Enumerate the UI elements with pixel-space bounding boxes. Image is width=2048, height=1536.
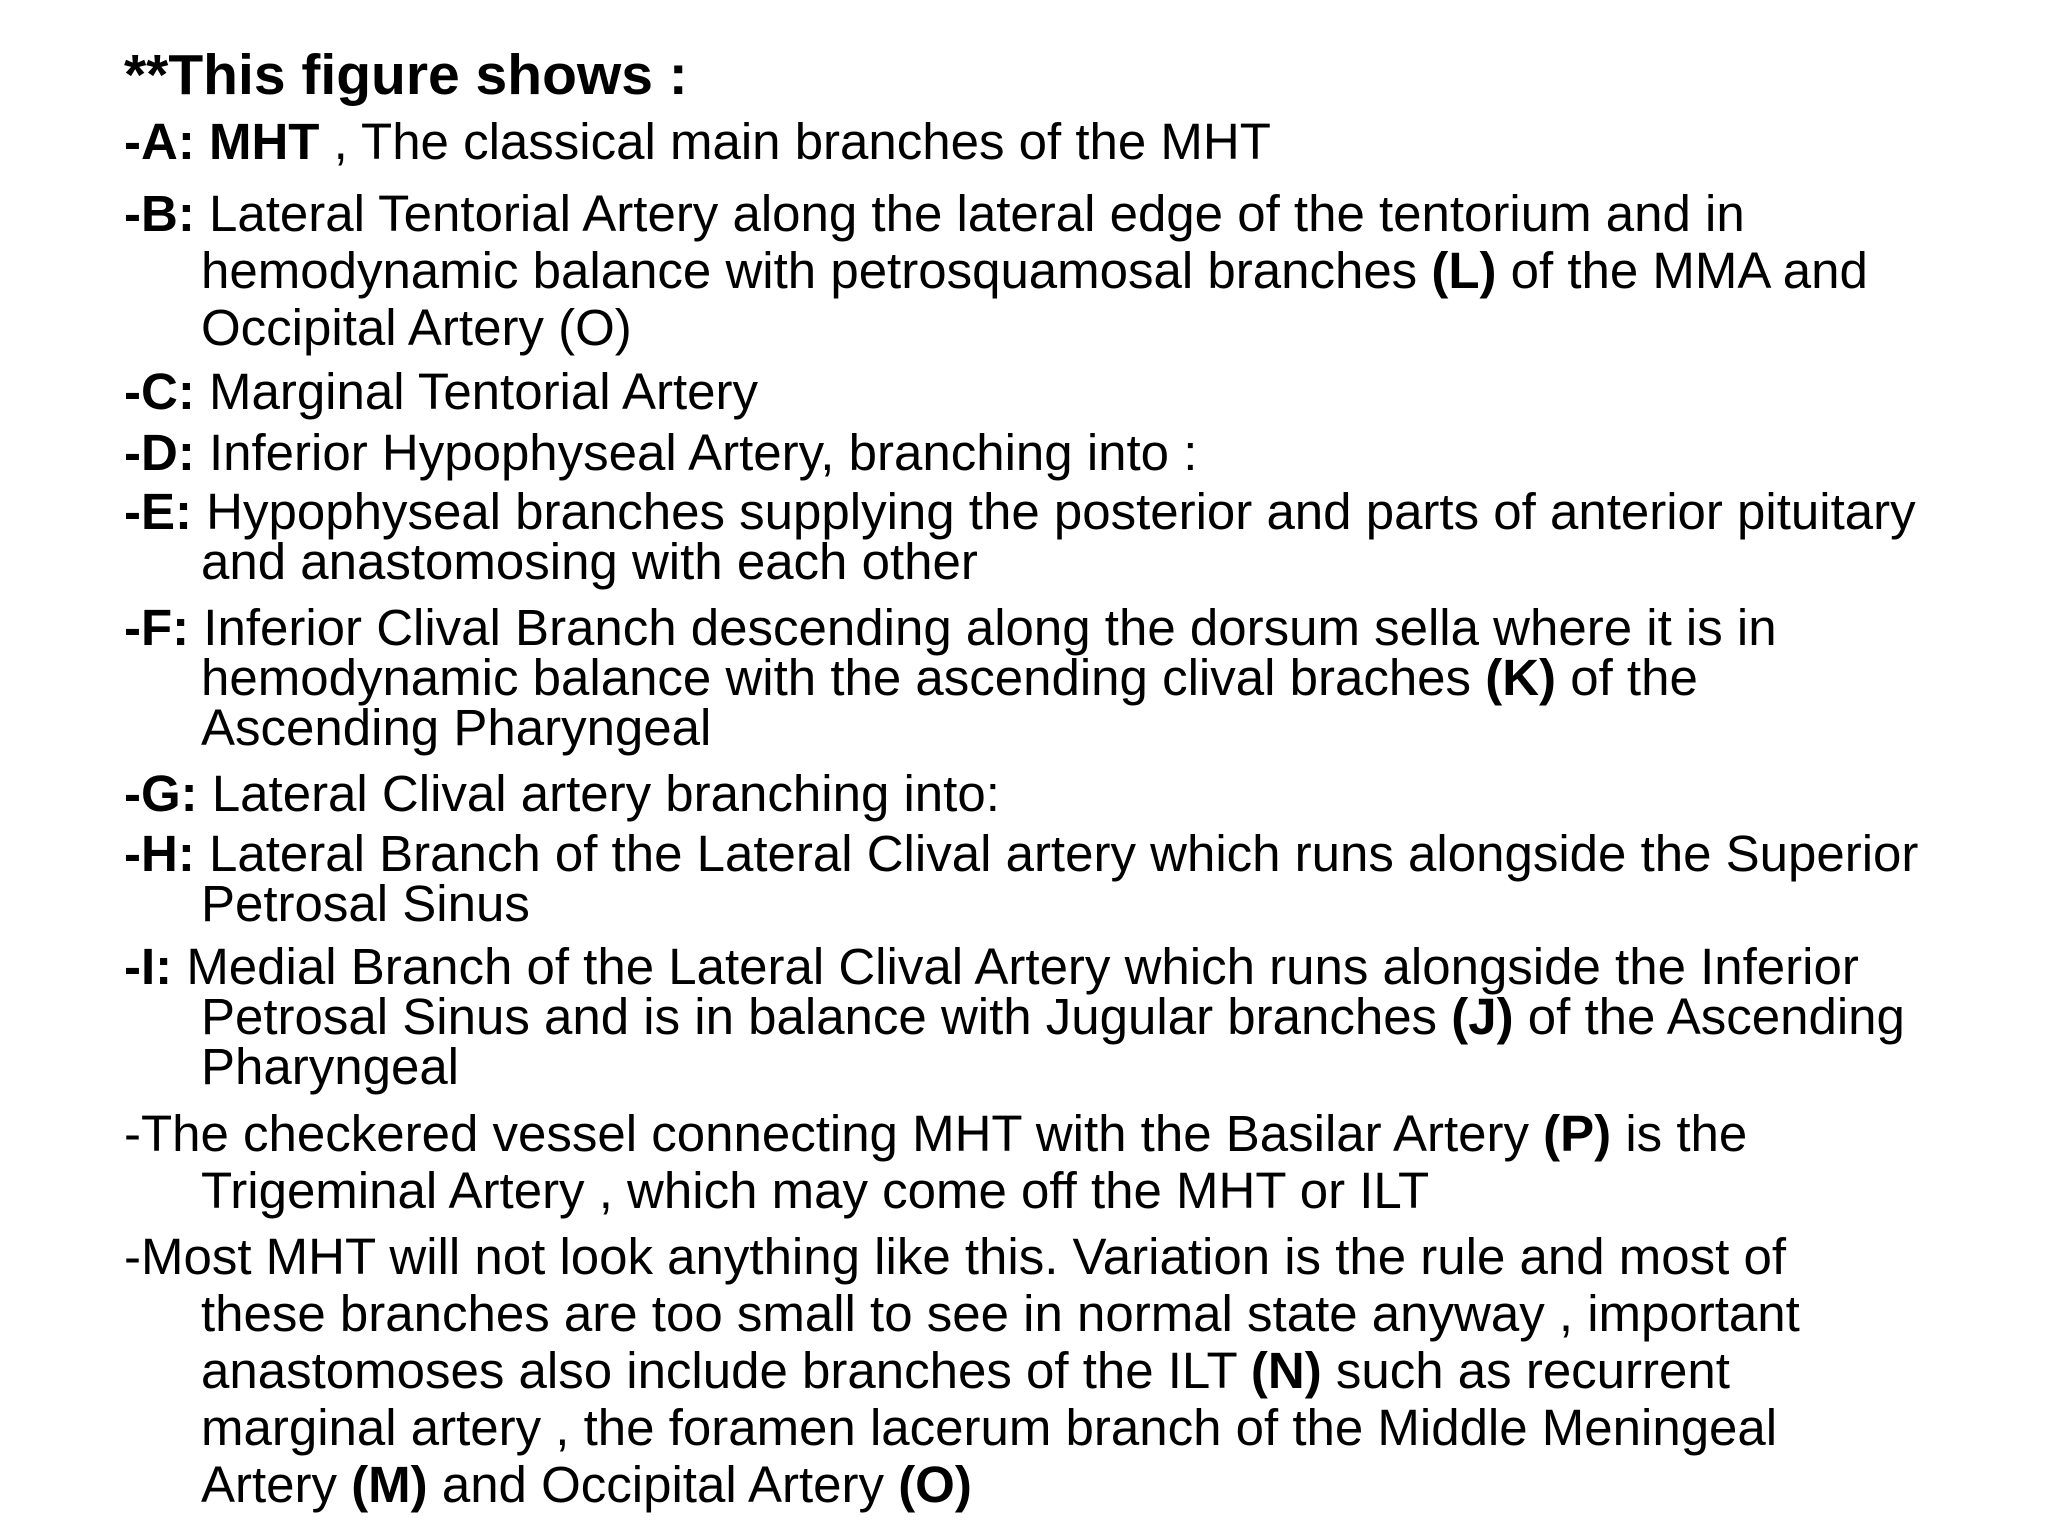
item-line: [124, 825, 1984, 882]
item-line: [124, 599, 1984, 656]
item-label: -I:: [124, 938, 173, 995]
item-line: [124, 483, 1984, 540]
item-text: Inferior Hypophyseal Artery, branching into :: [208, 424, 1198, 481]
item-line: [124, 114, 1984, 170]
item-line: [124, 649, 1984, 706]
item-text: Lateral Tentorial Artery along the lateral edge of the tentorium and in: [208, 185, 1745, 242]
item-line: [124, 1105, 1984, 1162]
item-line: [124, 1456, 1984, 1513]
item-text: Artery: [201, 1456, 338, 1513]
item-line: [124, 299, 1984, 356]
item-text: hemodynamic balance with the ascending clival braches: [201, 649, 1472, 706]
list-item-a: [124, 114, 1984, 170]
list-item-f: [124, 599, 1984, 756]
item-line: [124, 988, 1984, 1045]
item-text: and Occipital Artery: [441, 1456, 885, 1513]
item-line: [124, 1399, 1984, 1456]
item-line: [124, 533, 1984, 590]
item-text: such as recurrent: [1335, 1342, 1730, 1399]
item-text: marginal artery , the foramen lacerum branch of the Middle Meningeal: [201, 1399, 1778, 1456]
item-text: , The classical main branches of the MHT: [333, 113, 1271, 170]
item-text: Marginal Tentorial Artery: [208, 363, 758, 420]
item-text: Medial Branch of the Lateral Clival Artery which runs alongside the Inferior: [186, 938, 1859, 995]
bold-term: MHT: [208, 113, 320, 170]
item-label: -B:: [124, 185, 195, 242]
item-line: [124, 938, 1984, 995]
reference-label: (N): [1250, 1342, 1322, 1399]
list-item-e: [124, 483, 1984, 590]
item-text: hemodynamic balance with petrosquamosal branches: [201, 242, 1418, 299]
list-item-trigeminal: [124, 1105, 1984, 1219]
item-label: -E:: [124, 483, 192, 540]
item-label: -G:: [124, 765, 198, 822]
reference-label: (P): [1543, 1105, 1612, 1162]
item-text: Petrosal Sinus and is in balance with Jugular branches: [201, 988, 1438, 1045]
item-line: [124, 1162, 1984, 1219]
item-label: -F:: [124, 599, 190, 656]
item-text: Lateral Branch of the Lateral Clival artery which runs alongside the Superior: [208, 825, 1919, 882]
item-text: Trigeminal Artery , which may come off the MHT or ILT: [201, 1162, 1430, 1219]
item-text: Occipital Artery (O): [201, 299, 632, 356]
item-line: [124, 425, 1984, 481]
reference-label: (O): [898, 1456, 972, 1513]
item-line: [124, 1285, 1984, 1342]
item-text: -Most MHT will not look anything like this. Variation is the rule and most of: [124, 1228, 1786, 1285]
item-text: Pharyngeal: [201, 1038, 460, 1095]
reference-label: (M): [351, 1456, 428, 1513]
list-item-d: [124, 425, 1984, 481]
list-item-g: [124, 766, 1984, 822]
item-text: Inferior Clival Branch descending along the dorsum sella where it is in: [203, 599, 1777, 656]
item-label: -C:: [124, 363, 195, 420]
item-line: [124, 1342, 1984, 1399]
slide-title: **This figure shows :: [124, 43, 688, 107]
item-text: of the: [1570, 649, 1698, 706]
item-text: and anastomosing with each other: [201, 533, 978, 590]
item-text: Petrosal Sinus: [201, 875, 530, 932]
item-text: is the: [1625, 1105, 1748, 1162]
item-text: Ascending Pharyngeal: [201, 699, 712, 756]
list-item-h: [124, 825, 1984, 932]
item-text: of the Ascending: [1527, 988, 1905, 1045]
item-line: [124, 1228, 1984, 1285]
item-line: [124, 242, 1984, 299]
item-label: -A:: [124, 113, 195, 170]
list-item-c: [124, 364, 1984, 420]
item-label: -H:: [124, 825, 195, 882]
item-line: [124, 185, 1984, 242]
item-label: -D:: [124, 424, 195, 481]
item-text: anastomoses also include branches of the ILT: [201, 1342, 1237, 1399]
item-text: Hypophyseal branches supplying the posterior and parts of anterior pituitary: [206, 483, 1916, 540]
reference-label: (K): [1485, 649, 1557, 706]
list-item-i: [124, 938, 1984, 1095]
reference-label: (J): [1451, 988, 1514, 1045]
list-item-variation: [124, 1228, 1984, 1513]
item-text: of the MMA and: [1510, 242, 1868, 299]
item-line: [124, 699, 1984, 756]
item-line: [124, 364, 1984, 420]
item-text: Lateral Clival artery branching into:: [211, 765, 1000, 822]
item-text: -The checkered vessel connecting MHT with the Basilar Artery: [124, 1105, 1529, 1162]
reference-label: (L): [1431, 242, 1497, 299]
item-line: [124, 766, 1984, 822]
item-text: these branches are too small to see in normal state anyway , important: [201, 1285, 1800, 1342]
item-line: [124, 875, 1984, 932]
list-item-b: [124, 185, 1984, 356]
item-line: [124, 1038, 1984, 1095]
